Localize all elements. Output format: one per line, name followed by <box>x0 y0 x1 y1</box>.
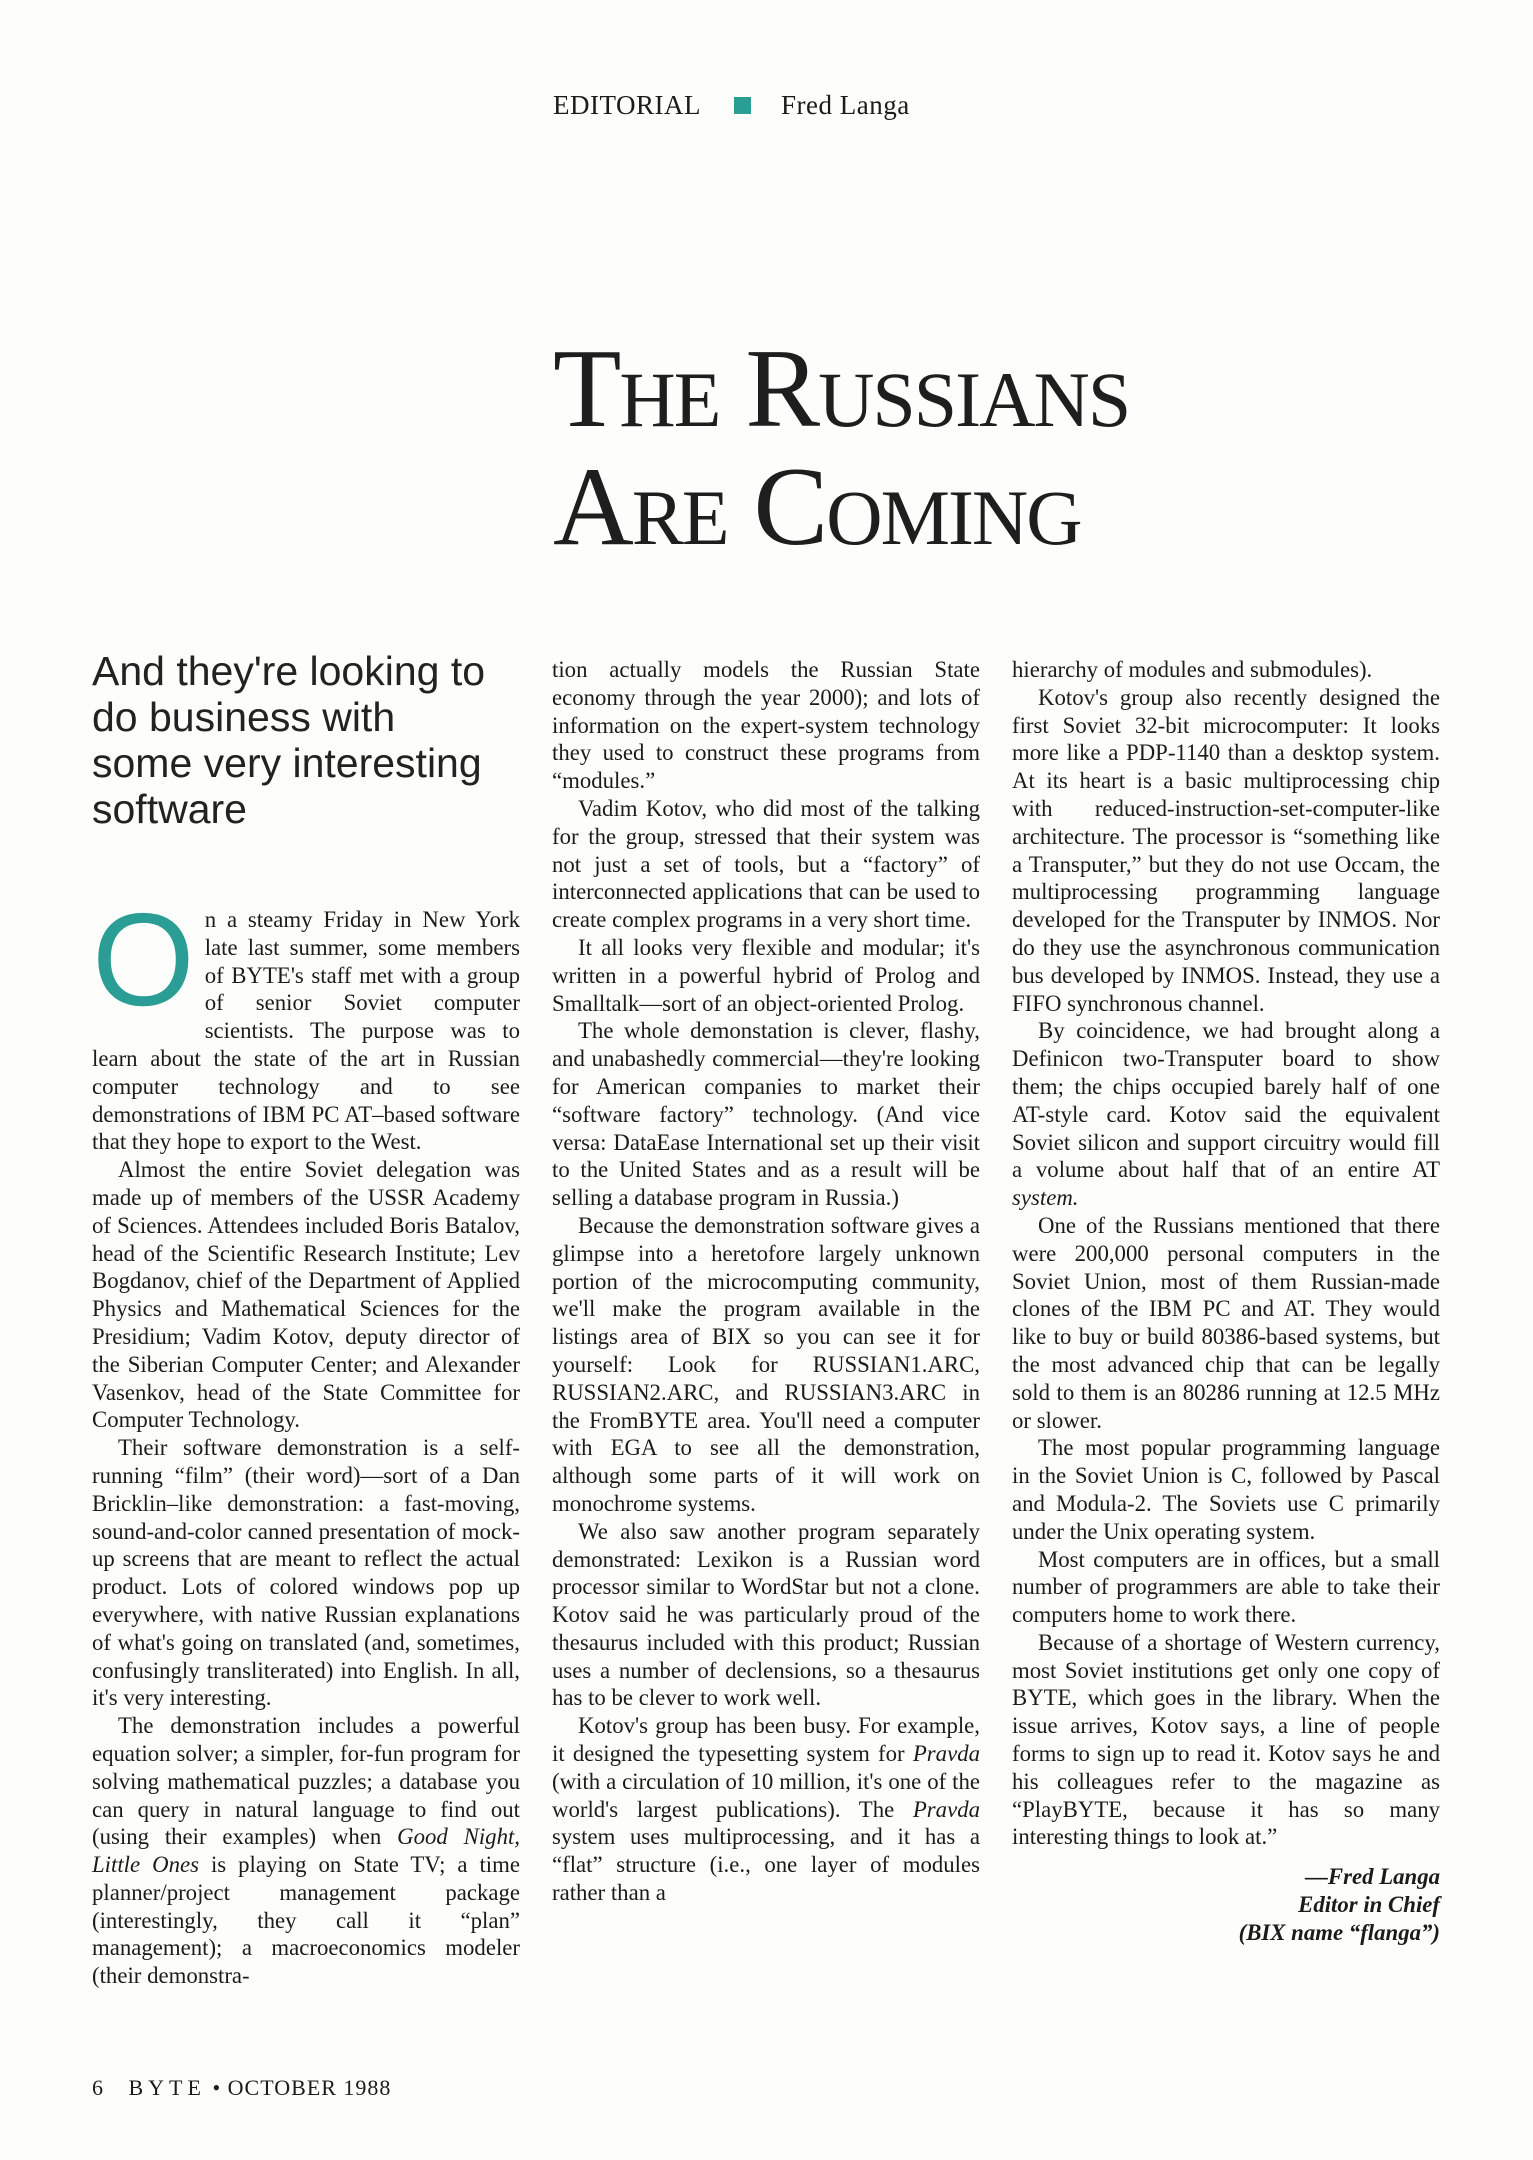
signature-block <box>1012 1863 1440 1947</box>
paragraph: Because the demonstration software gives a glimpse into a heretofore largely unknown portion of the microcomputing community, we'll make the program available in the listings area of BIX so you can see it for yourself: Look for RUSSIAN1.ARC, RUSSIAN2.ARC, and RUSSIAN3.ARC in the FromBYTE area. You'll need a computer with EGA to see all the demonstration, although some parts of it will work on monochrome systems. <box>552 1212 980 1516</box>
paragraph: Because of a shortage of Western currency, most Soviet institutions get only one copy of BYTE, which goes in the library. When the issue arrives, Kotov says, a line of people forms to sign up to read it. Kotov says he and his colleagues refer to the magazine as “PlayBYTE, because it has so many interesting things to look at.” <box>1012 1629 1440 1850</box>
article-title <box>553 327 1373 569</box>
issue-date: OCTOBER 1988 <box>227 2075 392 2100</box>
text-column-1 <box>92 886 520 1990</box>
signature-role: Editor in Chief <box>1298 1892 1440 1918</box>
signature-bix: (BIX name “flanga”) <box>1238 1920 1440 1946</box>
header-author: Fred Langa <box>780 90 910 120</box>
signature-name: —Fred Langa <box>1305 1864 1440 1890</box>
text-column-3 <box>1012 656 1440 1947</box>
page-header <box>553 90 910 121</box>
title-line-1: The Russians <box>553 327 1130 451</box>
paragraph: Almost the entire Soviet delegation was made up of members of the USSR Academy of Sciences. Attendees included Boris Batalov, head of the Scientific Research Institute; Lev Bogdanov, chief of the Department of Applied Physics and Mathematical Sciences for the Presidium; Vadim Kotov, deputy director of the Siberian Computer Center; and Alexander Vasenkov, head of the State Committee for Computer Technology. <box>92 1157 520 1433</box>
paragraph: hierarchy of modules and submodules). <box>1012 657 1373 682</box>
section-separator-square-icon <box>734 97 751 114</box>
paragraph: Most computers are in offices, but a small number of programmers are able to take their computers home to work there. <box>1012 1546 1440 1628</box>
paragraph: The most popular programming language in the Soviet Union is C, followed by Pascal and Modula-2. The Soviets use C primarily under the Unix operating system. <box>1012 1435 1440 1544</box>
page-number: 6 <box>92 2075 104 2100</box>
text-column-2 <box>552 656 980 1907</box>
paragraph: One of the Russians mentioned that there were 200,000 personal computers in the Soviet Union, most of them Russian-made clones of the IBM PC and AT. They would like to buy or build 80386-based systems, but the most advanced chip that can be legally sold to them is an 80286 running at 12.5 MHz or slower. <box>1012 1212 1440 1433</box>
drop-cap: O <box>92 886 195 1033</box>
paragraph: We also saw another program separately demonstrated: Lexikon is a Russian word processor similar to WordStar but not a clone. Kotov said he was particularly proud of the thesaurus included with this product; Russian uses a number of declensions, so a thesaurus has to be clever to work well. <box>552 1518 980 1711</box>
paragraph: By coincidence, we had brought along a Definicon two-Transputer board to show them; the chips occupied barely half of one AT-style card. Kotov said the equivalent Soviet silicon and support circuitry would fill a volume about half that of an entire AT system. <box>1012 1018 1440 1211</box>
section-label: EDITORIAL <box>553 90 701 120</box>
page-footer <box>92 2075 391 2101</box>
paragraph: tion actually models the Russian State economy through the year 2000); and lots of information on the expert-system technology they used to construct these programs from “modules.” <box>552 657 980 794</box>
paragraph: Kotov's group has been busy. For example, it designed the typesetting system for Pravda (with a circulation of 10 million, it's one of the world's largest publications). The Pravda system uses multiprocessing, and it has a “flat” structure (i.e., one layer of modules rather than a <box>552 1713 980 1906</box>
paragraph: It all looks very flexible and modular; it's written in a powerful hybrid of Prolog and Smalltalk—sort of an object-oriented Prolog. <box>552 934 980 1016</box>
paragraph: On a steamy Friday in New York late last summer, some members of BYTE's staff met with a group of senior Soviet computer scientists. The purpose was to learn about the state of the art in Russian computer technology and to see demonstrations of IBM PC AT–based software that they hope to export to the West. <box>92 886 520 1155</box>
paragraph: The demonstration includes a powerful equation solver; a simpler, for-fun program for solving mathematical puzzles; a database you can query in natural language to find out (using their examples) when Good Night, Little Ones is playing on State TV; a time planner/project management package (interestingly, they call it “plan” management); a macroeconomics modeler (their demonstra- <box>92 1713 520 1989</box>
paragraph: Vadim Kotov, who did most of the talking for the group, stressed that their system was not just a set of tools, but a “factory” of interconnected applications that can be used to create complex programs in a very short time. <box>552 795 980 933</box>
paragraph: The whole demonstation is clever, flashy, and unabashedly commercial—they're looking for American companies to market their “software factory” technology. (And vice versa: DataEase International set up their visit to the United States and as a result will be selling a database program in Russia.) <box>552 1018 980 1211</box>
footer-separator: • <box>212 2075 222 2100</box>
title-line-2: Are Coming <box>553 445 1081 569</box>
article-deck: And they're looking to do business with some very interesting software <box>92 648 486 832</box>
paragraph: Kotov's group also recently designed the first Soviet 32-bit microcomputer: It looks more like a PDP-1140 than a desktop system. At its heart is a basic multiprocessing chip with reduced-instruction-set-computer-like architecture. The processor is “something like a Transputer,” but they do not use Occam, the multiprocessing programming language developed for the Transputer by INMOS. Nor do they use the asynchronous communication bus developed by INMOS. Instead, they use a FIFO synchronous channel. <box>1012 684 1440 1016</box>
paragraph: Their software demonstration is a self-running “film” (their word)—sort of a Dan Bricklin–like demonstration: a fast-moving, sound-and-color canned presentation of mock-up screens that are meant to reflect the actual product. Lots of colored windows pop up everywhere, with native Russian explanations of what's going on translated (and, sometimes, confusingly transliterated) into English. In all, it's very interesting. <box>92 1435 520 1711</box>
magazine-name: BYTE <box>128 2075 206 2100</box>
